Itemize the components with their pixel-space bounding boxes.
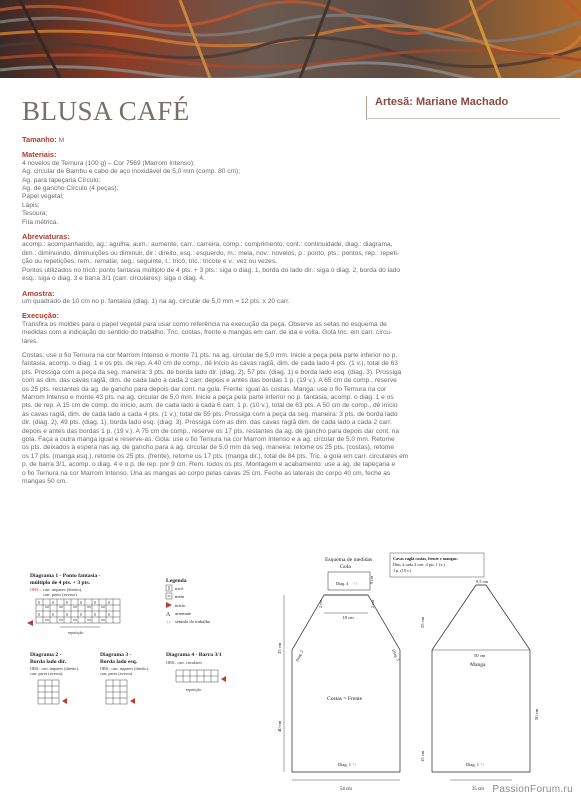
- measure-40cm: 40 cm: [277, 720, 282, 732]
- gola-shape: [328, 572, 370, 590]
- execucao-intro-line: medidas com a indicação do sentido do trabalho. Tric. costas, frente e mangas em carr. de ida e volta. Gola tric. em carr. circu-: [22, 329, 393, 337]
- diagrams-area: [0, 540, 581, 800]
- diagram-2-grid: [38, 680, 59, 704]
- diagram-3-subtitle: Borda lado esq.: [100, 659, 138, 665]
- diagram-4-obs: OBS.: carr. circulares: [166, 660, 203, 665]
- measure-15cm: 15 cm: [420, 750, 425, 762]
- diag-2-label: Diag. 2: [294, 649, 305, 663]
- diagram-2-obs2: carr. pares (avesso).: [30, 671, 64, 676]
- direction-arrows-icon: ↑↑: [166, 621, 171, 626]
- start-arrow-icon: [27, 620, 33, 626]
- diag-1-label: Diag. 1: [338, 762, 351, 767]
- raglan-note: Dim. à cada 2 carr. 4 pts. 1 (v.).: [393, 562, 446, 567]
- execucao-line: às cavas raglã, dim. de cada lado a cada 4 pts. (1 v.), total de 55 pts. Prossiga com a peça da seg. maneira: 3 pts. de borda lado: [22, 410, 398, 418]
- execucao-line: os 25 pts. restantes da ag. de gancho para depois dar cont. na gola. Frente: igual às costas. Manga: use o fio Ternura na cor: [22, 385, 387, 393]
- diag-4-label: Diag. 4: [336, 581, 349, 586]
- amostra-heading: Amostra:: [22, 288, 55, 298]
- costas-frente-label: Costas = Frente: [327, 696, 363, 702]
- direction-arrows-icon: ↑↑: [353, 581, 358, 586]
- start-arrow-icon: [62, 698, 67, 704]
- execucao-intro-line: Transfira os moldes para o papel vegetal para usar como referência na execução da peça. Observe as setas no esquema de: [22, 320, 387, 328]
- diagram-2: [30, 652, 79, 704]
- diagram-1: [27, 573, 120, 635]
- diag-1-label: Diag. 1: [466, 762, 479, 767]
- start-arrow-icon: [130, 698, 135, 704]
- materiais-item: 4 novelos de Ternura (100 g) – Cor 7569 (Marrom Intenso);: [22, 159, 195, 167]
- raglan-note: Cavas raglã costas, frente e mangas:: [393, 556, 458, 561]
- diagram-1-subtitle: múltiplo de 4 pts. + 3 pts.: [30, 580, 91, 586]
- legend-item: sentido do trabalho: [175, 619, 211, 624]
- artist-credit: Artesã: Mariane Machado: [375, 96, 509, 108]
- execucao-line: Marrom Intenso e monte 43 pts. na ag. circular de 5,0 mm. Inicie a peça pela parte inferior no p. fantasia, acomp. o diag. 1 e os: [22, 393, 394, 401]
- yarn-photo: [0, 0, 581, 78]
- materiais-item: Ag. circular de Bambu e cabo de aço inoxidável de 5,0 mm (comp. 80 cm);: [22, 168, 241, 176]
- amostra-text: um quadrado de 10 cm no p. fantasia (diag. 1) na ag. circular de 5,0 mm = 12 pts. x 20 carr.: [22, 297, 290, 305]
- arremate-symbol-icon: A: [166, 612, 171, 618]
- execucao-line: fantasia, acomp. o diag. 1 e os pts. de rep. A 40 cm de comp., dê início às cavas raglã, dim. de cada lado 4 pts. (1 v.), total de 63: [22, 360, 398, 368]
- diagram-1-obs-label: OBS.:: [30, 587, 41, 592]
- measure-9cm: 9 cm: [369, 575, 374, 584]
- abreviaturas-line: dim.: diminuindo, diminuições ou diminuir, dir.: direito, esq.: esquerdo, m.: meia, nov.: novelos, p.: ponto, pts.: pontos, rep.: repeti-: [22, 249, 400, 257]
- diagram-4-grid: [176, 670, 218, 682]
- measure-9-5cm: 9,5 cm: [476, 579, 488, 584]
- materiais-item: Lápis;: [22, 201, 40, 209]
- direction-arrows-icon: ↑↑: [480, 762, 485, 767]
- schema-title: Esquema de medidas: [325, 557, 373, 563]
- execucao-line: dir. (diag. 2), 49 pts. (diag. 1), borda lado esq. (diag. 3). Prossiga com as dim. das cavas raglã dim. de cada lado a cada 2 carr.: [22, 419, 392, 427]
- title-divider: [366, 96, 367, 120]
- measure-18cm: 18 cm: [342, 615, 354, 620]
- measure-25cm: 25 cm: [420, 616, 425, 628]
- manga-label: Manga: [470, 662, 486, 668]
- execucao-line: depois e antes das bordas 1 p. (19 v.). A 75 cm de comp., reserve os 17 pts. restantes da ag. de gancho para depois dar cont. na: [22, 427, 400, 435]
- tamanho-line: [22, 136, 532, 145]
- execucao-line: pts. de rep. A 15 cm de comp. do início, aum. de cada lado a cada 6 carr. 1 p. (10 v.), total de 63 pts. A 50 cm de comp., dê início: [22, 402, 398, 410]
- abreviaturas-line: Pontos utilizados no tricô: ponto fantasia múltiplo de 4 pts. + 3 pts.: siga o diag. 1, borda do lado dir.: siga o diag. 2, borda do lado: [22, 266, 401, 274]
- diagram-2-subtitle: Borda lado dir.: [30, 659, 67, 665]
- tamanho-heading: Tamanho:: [22, 135, 57, 144]
- legend: [166, 578, 211, 626]
- materiais-item: Ag. de gancho Círculo (4 peças);: [22, 185, 119, 193]
- abreviaturas-line: acomp.: acompanhando, ag.: agulha, aum.: aumente, carr.: carreira, comp.: comprimento, cont.: continuidade, diag.: diagrama,: [22, 241, 393, 249]
- diagram-2-title: Diagrama 2 -: [30, 652, 62, 658]
- diagram-1-rep-label: repetição: [68, 630, 84, 635]
- legend-item: início: [175, 603, 186, 608]
- measure-2cm: 2 cm: [370, 599, 375, 608]
- abreviaturas-heading: Abreviaturas:: [22, 232, 70, 242]
- diagram-4-rep-label: repetição: [186, 687, 202, 692]
- inicio-arrow-icon: [166, 602, 172, 608]
- diag-3-label: Diag. 3: [391, 648, 401, 662]
- execucao-line: os 17 pts. (manga esq.), retome os 25 pts. (frente), retome os 17 pts. (manga dir.), total de 84 pts. Tric. a gola em carr. circulares em: [22, 452, 409, 460]
- diagram-3-title: Diagrama 3 -: [100, 652, 132, 658]
- measure-50cm-width: 50 cm: [474, 653, 486, 658]
- start-arrow-icon: [221, 676, 226, 682]
- measure-2cm: 2 cm: [318, 599, 323, 608]
- abreviaturas-line: esq.: siga o diag. 3 e barra 3/1 (carr. circulares): siga o diag. 4.: [22, 275, 205, 283]
- raglan-note: 1 p. (19 v.): [393, 568, 412, 573]
- measure-50cm-length: 50 cm: [534, 708, 539, 720]
- execucao-line: com as dim. das cavas raglã, dim. de cada lado a cada 2 carr. depois e antes das bordas 1 p. (19 v.). A 65 cm de comp., reserve: [22, 377, 397, 385]
- execucao-line: Costas: use o fio Ternura na cor Marrom Intenso e monte 71 pts. na ag. circular de 5,0 mm. Inicie a peça pela parte inferior no p.: [22, 351, 398, 359]
- legend-item: arrematе: [175, 611, 192, 616]
- legend-item: tricô: [175, 586, 184, 591]
- legend-title: Legenda: [166, 578, 187, 584]
- instructions: [22, 136, 532, 486]
- materiais-heading: Materiais:: [22, 150, 57, 160]
- diagram-4-title: Diagrama 4 - Barra 3/1: [166, 652, 222, 658]
- diagram-3-grid: [106, 680, 127, 704]
- diagram-3: [100, 652, 149, 704]
- watermark: PassionForum.ru: [492, 784, 573, 795]
- diagram-1-obs2: carr. pares (avesso).: [43, 592, 78, 597]
- diagram-2-obs1: OBS.: carr. impares (direito),: [30, 666, 79, 671]
- legend-item: meia: [175, 594, 184, 599]
- manga-shape: [432, 585, 530, 772]
- costas-frente-shape: [292, 595, 400, 772]
- materiais-item: Fita métrica.: [22, 218, 59, 226]
- abreviaturas-line: ção ou repetições, rem.: rematar, seg.: seguinte, t.: tricô, tric.: tricote e v.: vez ou vezes.: [22, 258, 277, 266]
- diagram-1-grid: [36, 599, 120, 623]
- tamanho-value: M: [58, 137, 65, 144]
- sleeve-schema: [420, 579, 539, 792]
- execucao-line: o fio Ternura na cor Marrom Intenso. Una as mangas ao corpo pelas cavas 25 cm. Feche as laterais do corpo 40 cm, feche as: [22, 469, 391, 477]
- execucao-intro-line: lares.: [22, 337, 39, 345]
- measure-54cm: 54 cm: [340, 787, 352, 792]
- direction-arrows-icon: ↑↑: [352, 762, 357, 767]
- execucao-line: pts. Prossiga com a peça da seg. maneira: 3 pts. de borda lado dir. (diag. 2), 57 pts. (diag. 1) e borda lado esq. (diag. 3). Prossiga: [22, 368, 402, 376]
- diagram-3-obs1: OBS.: carr. impares (direito),: [100, 666, 149, 671]
- materiais-item: Papel vegetal;: [22, 193, 64, 201]
- schema-gola: Gola: [340, 564, 351, 570]
- diagram-1-obs1: carr. impares (direito),: [43, 587, 83, 592]
- diagram-1-title: Diagrama 1 - Ponto fantasia -: [30, 573, 101, 579]
- diagram-4: [166, 652, 226, 692]
- materiais-item: Ag. para tapeçaria Círculo;: [22, 176, 101, 184]
- pattern-title: BLUSA CAFÉ: [22, 96, 190, 126]
- diagram-3-obs2: carr. pares (avesso).: [100, 671, 134, 676]
- measure-25cm: 25 cm: [277, 642, 282, 654]
- materiais-item: Tesoura;: [22, 210, 48, 218]
- execucao-heading: Execução:: [22, 311, 59, 321]
- execucao-line: gola. Faça a outra manga igual e reserve-as. Gola: use o fio Ternura na cor Marrom Intenso e a ag. circular de 5,0 mm. Retome: [22, 436, 395, 443]
- execucao-line: mangas 50 cm.: [22, 478, 68, 486]
- measure-35cm: 35 cm: [472, 787, 484, 792]
- execucao-line: p. de barra 3/1, acomp. o diag. 4 e o p. de rep. por 9 cm. Rem. todos os pts. Montagem e acabamento: use a ag. de tapeçaria e: [22, 461, 396, 469]
- execucao-line: os pts. deixados à espera nas ag. de gancho para a ag. circular de 5,0 mm da seg. maneira: retome os 25 pts. (costas), retome: [22, 444, 395, 452]
- artist-rule: [366, 118, 560, 119]
